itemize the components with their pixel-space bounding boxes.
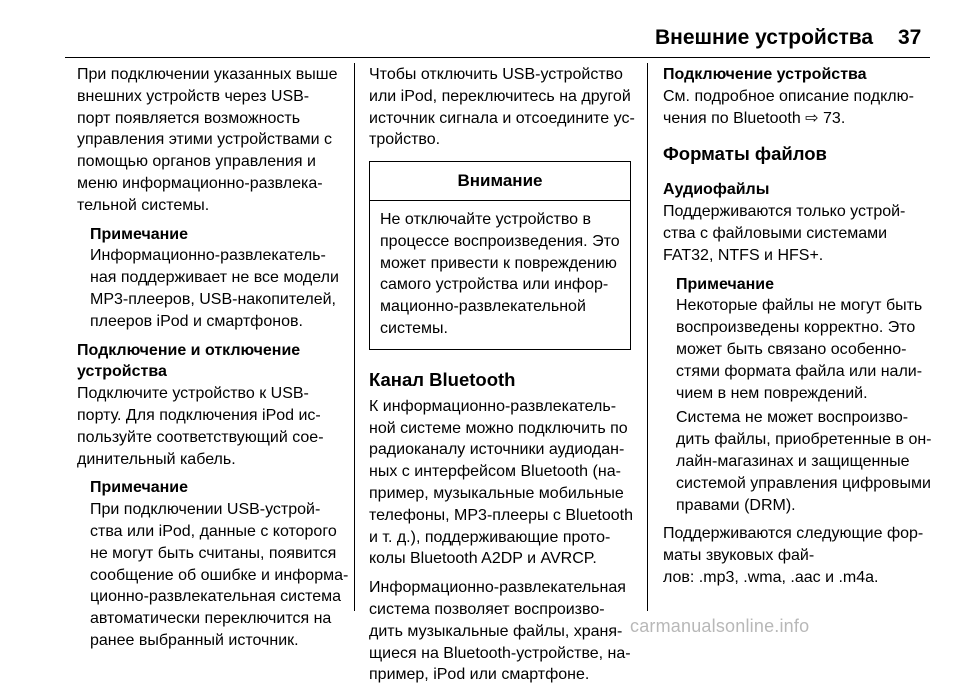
warning-box (369, 161, 631, 350)
watermark: carmanualsonline.info (630, 616, 810, 636)
column-divider-2 (647, 63, 648, 611)
connect-paragraph: Подключите устройство к USB- порту. Для подключения iPod ис- пользуйте соответствующий сое- динительный кабель. (77, 385, 324, 468)
note-read-error: Примечание При подключении USB-устрой- ства или iPod, данные с которого не могут быть считаны, появится сообщение об ошибке и информа- ционно-развлекательная система автоматически переключится на ранее выбранный источник. (90, 479, 349, 649)
page-number: 37 (898, 26, 922, 49)
section-heading-connect: Подключение и отключение устройства (77, 341, 301, 381)
column-2 (369, 64, 635, 686)
column-1 (77, 64, 349, 652)
subheading-audio-files: Аудиофайлы (663, 181, 770, 199)
section-heading-device-connect: Подключение устройства (663, 66, 867, 83)
bluetooth-paragraph-1: К информационно-развлекатель- ной системе можно подключить по радиоканалу источники аудиодан- ных с интерфейсом Bluetooth (на- пример, музыкальные мобильные телефоны, MP3-плееры с Bluetooth и т. д.), поддерживающие прото- колы Bluetooth A2DP и AVRCP. (369, 397, 633, 568)
column-divider-1 (354, 63, 355, 611)
note-compatibility: Примечание Информационно-развлекатель- ная поддерживает не все модели MP3-плееров, USB-накопителей, плееров iPod и смартфонов. (77, 224, 342, 333)
section-heading-file-formats: Форматы файлов (663, 143, 827, 165)
intro-paragraph: При подключении указанных выше внешних устройств через USB- порт появляется возможность управления этими устройствами с помощью органов управления и меню информационно-развлека- тельной системы. (77, 66, 338, 214)
warning-text: Не отключайте устройство в процессе воспроизведения. Это может привести к повреждению самого устройства или инфор- мационно-развлекательной системы. (380, 210, 620, 337)
page-reference-link[interactable]: чения по Bluetooth ⇨ 73. (663, 109, 846, 127)
page-title: Внешние устройства (655, 26, 874, 49)
device-connect-paragraph: См. подробное описание подклю- чения по Bluetooth ⇨ 73. (663, 86, 938, 130)
header-divider (65, 57, 930, 58)
column-3 (663, 64, 938, 589)
section-heading-bluetooth: Канал Bluetooth (369, 368, 516, 390)
warning-title: Внимание (370, 162, 630, 201)
bluetooth-paragraph-2: Информационно-развлекательная система позволяет воспроизво- дить музыкальные файлы, храня- щиеся на Bluetooth-устройстве, на- пример, iPod или смартфоне. (369, 579, 631, 684)
audio-paragraph: Поддерживаются только устрой- ства с файловыми системами FAT32, NTFS и HFS+. (663, 203, 906, 264)
note-title: Примечание (90, 479, 189, 497)
supported-formats-paragraph: Поддерживаются следующие фор- маты звуковых фай- лов: .mp3, .wma, .aac и .m4a. (663, 525, 924, 586)
note-playback: Примечание Некоторые файлы не могут быть воспроизведены корректно. Это может быть связано особенно- стями формата файла или нали- чием в нем повреждений. Система не может воспроизво- дить файлы, приобретенные в он- лайн-магазинах и защищенные системой управления цифровыми правами (DRM). (663, 274, 938, 517)
note-title: Примечание (676, 275, 775, 293)
note-title: Примечание (90, 225, 189, 243)
page-header (0, 0, 960, 56)
disconnect-paragraph: Чтобы отключить USB-устройство или iPod, переключитесь на другой источник сигнала и отсоедините ус- тройство. (369, 66, 635, 149)
